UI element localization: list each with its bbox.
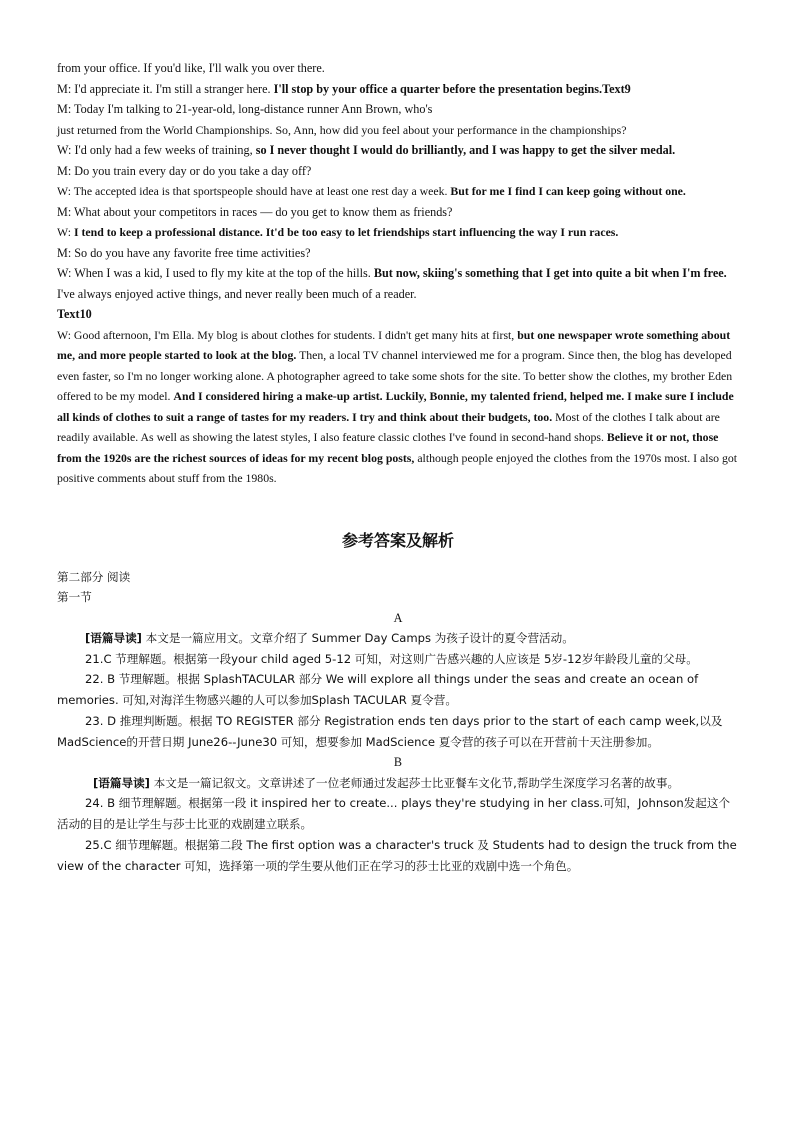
answer-explanation: 22. B 节理解题。根据 SplashTACULAR 部分 We will explore all things under the seas and create an ocean of memories. 可知,对海洋生物感兴趣的人可以参加Splash TACULAR 夏令营。: [57, 672, 699, 708]
transcript-text: W: The accepted idea is that sportspeople should have at least one rest day a week.: [57, 184, 448, 198]
transcript-line: M: Today I'm talking to 21-year-old, long-distance runner Ann Brown, who's: [57, 102, 433, 116]
transcript-line: [57, 140, 739, 161]
transcript-line: [57, 79, 739, 100]
transcript-text: W: I'd only had a few weeks of training,: [57, 143, 253, 157]
answer-key-highlight: I tend to keep a professional distance. It'd be too easy to let friendships start influencing the way I run races.: [73, 225, 619, 239]
answer-explanation: 25.C 细节理解题。根据第二段 The first option was a character's truck 及 Students had to design the truck from the view of the character 可知，选择第一项的学生要从他们正在学习的莎士比亚的戏剧中选一个角色。: [57, 837, 737, 873]
transcript-line: M: What about your competitors in races — do you get to know them as friends?: [57, 204, 453, 219]
answer-explanation: 21.C 节理解题。根据第一段your child aged 5-12 可知，对这则广告感兴趣的人应该是 5岁-12岁年龄段儿童的父母。: [85, 651, 698, 666]
passage-label: A: [393, 610, 403, 625]
answer-key-highlight: But for me I find I can keep going without one.: [450, 184, 686, 198]
intro-text: 本文是一篇记叙文。文章讲述了一位老师通过发起莎士比亚餐车文化节,帮助学生深度学习名著的故事。: [153, 775, 680, 790]
answer-key-highlight: but one newspaper wrote something about me, and more people started to look at the blog.: [57, 327, 731, 362]
answer-explanation: 24. B 细节理解题。根据第一段 it inspired her to create... plays they're studying in her class.可知，Johnson发起这个活动的目的是让学生与莎士比亚的戏剧建立联系。: [57, 796, 731, 832]
answer-key-highlight: so I never thought I would do brilliantly, and I was happy to get the silver medal.: [255, 143, 676, 157]
transcript-text: although people enjoyed the clothes from the 1970s most. I also got positive comments about stuff from the 1980s.: [57, 450, 738, 485]
transcript-text: Then, a local TV channel interviewed me for a program. Since then, the blog has developed even faster, so I'm no longer working alone. A photographer agreed to take some shots for the site. To better show the clothes, my brother Eden offered to be my model.: [57, 348, 733, 403]
answers-title: 参考答案及解析: [341, 530, 454, 550]
passage-label: B: [393, 755, 403, 770]
transcript-line: M: So do you have any favorite free time activities?: [57, 245, 311, 260]
transcript-line: from your office. If you'd like, I'll walk you over there.: [57, 61, 325, 75]
document-page: [57, 58, 739, 876]
part-heading: 第二部分 阅读: [57, 569, 131, 584]
answer-key-highlight: And I considered hiring a make-up artist. Luckily, Bonnie, my talented friend, helped me. I make sure I include all kinds of clothes to suit a range of tastes for my readers. I try and think about their budgets, too.: [57, 389, 734, 424]
transcript-line: M: Do you train every day or do you take a day off?: [57, 163, 312, 178]
transcript-text: I've always enjoyed active things, and never really been much of a reader.: [57, 286, 417, 301]
transcript-line: [57, 181, 739, 202]
answer-explanation: 23. D 推理判断题。根据 TO REGISTER 部分 Registration ends ten days prior to the start of each camp week,以及 MadScience的开营日期 June26--June30 可知，想要参加 MadScience 夏令营的孩子可以在开营前十天注册参加。: [57, 713, 723, 749]
answer-key-highlight: But now, skiing's something that I get into quite a bit when I'm free.: [373, 266, 727, 280]
transcript-line: just returned from the World Championships. So, Ann, how did you feel about your performance in the championships?: [57, 122, 627, 137]
text-heading: Text9: [602, 81, 631, 96]
intro-tag: [语篇导读]: [85, 631, 142, 645]
transcript-text: W: Good afternoon, I'm Ella. My blog is about clothes for students. I didn't get many hits at first,: [57, 327, 515, 342]
transcript-text: W:: [57, 225, 71, 239]
intro-text: 本文是一篇应用文。文章介绍了 Summer Day Camps 为孩子设计的夏令营活动。: [145, 631, 574, 645]
transcript-paragraph: [57, 325, 739, 489]
transcript-text: Most of the clothes I talk about are readily available. As well as showing the latest styles, I also feature classic clothes I've found in second-hand shops.: [57, 409, 720, 444]
answer-key-highlight: I'll stop by your office a quarter before the presentation begins.: [273, 81, 603, 96]
transcript-text: M: I'd appreciate it. I'm still a stranger here.: [57, 81, 271, 96]
text-heading: Text10: [57, 307, 92, 321]
transcript-text: W: When I was a kid, I used to fly my kite at the top of the hills.: [57, 266, 371, 280]
section-heading: 第一节: [57, 590, 92, 604]
transcript-line: [57, 222, 739, 243]
passage-intro: [57, 773, 739, 794]
transcript-line: [57, 263, 739, 304]
answer-key-highlight: Believe it or not, those from the 1920s are the richest sources of ideas for my recent blog posts,: [57, 430, 719, 465]
intro-tag: [语篇导读]: [93, 775, 150, 790]
passage-intro: [57, 628, 739, 649]
